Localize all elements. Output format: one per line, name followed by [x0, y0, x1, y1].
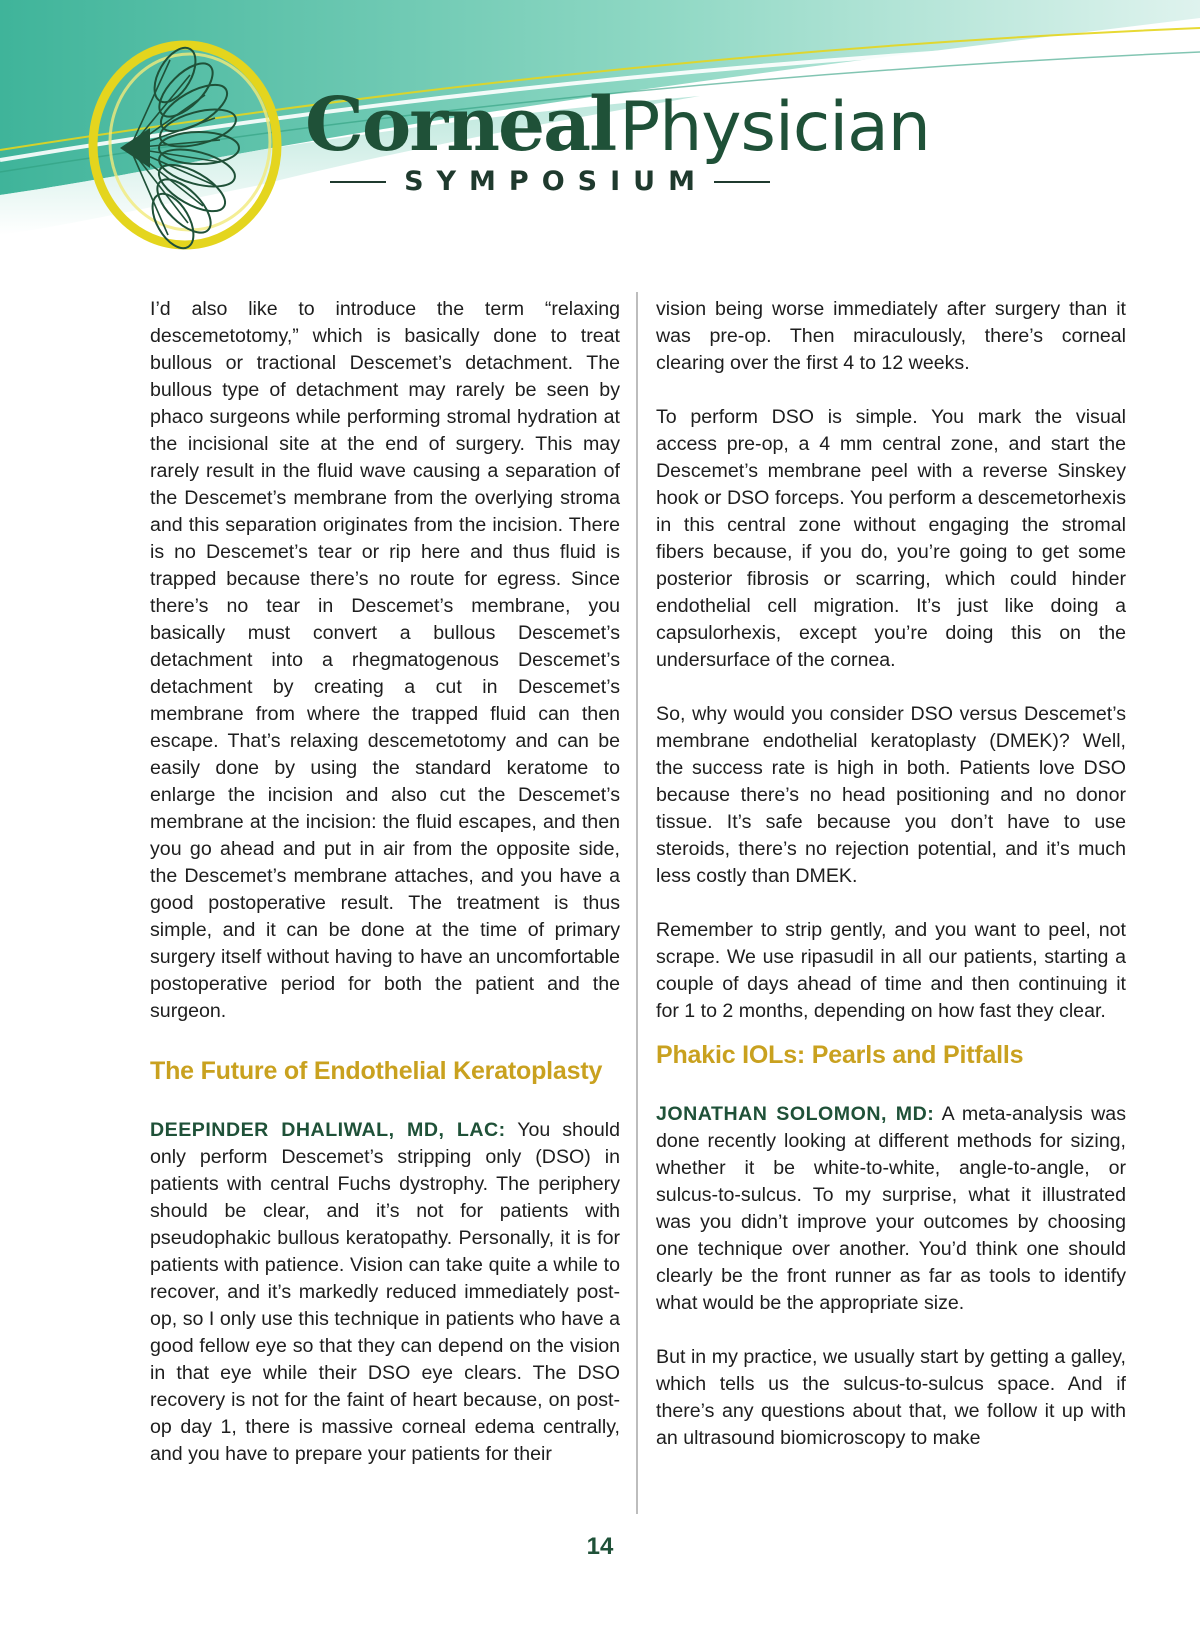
column-divider: [636, 292, 638, 1514]
publication-title: [305, 82, 930, 168]
paragraph: [656, 1101, 1126, 1317]
paragraph: So, why would you consider DSO versus Descemet’s membrane endothelial keratoplasty (DMEK)? Well, the success rate is high in both. Patients love DSO because there’s no head positioning and no donor tissue. It’s safe because you don’t have to use steroids, there’s no rejection potential, and it’s much less costly than DMEK.: [656, 703, 1126, 887]
paragraph: [150, 1117, 620, 1468]
title-corneal: Corneal: [305, 82, 616, 168]
speaker-name: DEEPINDER DHALIWAL, MD, LAC:: [150, 1119, 506, 1141]
paragraph: But in my practice, we usually start by getting a galley, which tells us the sulcus-to-sulcus space. And if there’s any questions about that, we follow it up with an ultrasound biomicroscopy to make: [656, 1346, 1126, 1449]
subtitle-rule-left: [330, 181, 386, 183]
subtitle-row: [330, 166, 770, 197]
left-column: [150, 296, 620, 1468]
right-column: [656, 296, 1126, 1452]
paragraph-text: You should only perform Descemet’s stripping only (DSO) in patients with central Fuchs dystrophy. The periphery should be clear, and it’s not for patients with pseudophakic bullous keratopathy. Personally, it is for patients with patience. Vision can take quite a while to recover, and it’s markedly reduced immediately post-op, so I only use this technique in patients who have a good fellow eye so that they can depend on the vision in that eye while their DSO eye clears. The DSO recovery is not for the faint of heart because, on post-op day 1, there is massive corneal edema centrally, and you have to prepare your patients for their: [150, 1119, 621, 1465]
speaker-name: JONATHAN SOLOMON, MD:: [656, 1103, 935, 1125]
paragraph: Remember to strip gently, and you want to peel, not scrape. We use ripasudil in all our patients, starting a couple of days ahead of time and then continuing it for 1 to 2 months, depending on how fast they clear.: [656, 919, 1126, 1022]
header-banner: [0, 0, 1200, 290]
section-heading-phakic-iols: Phakic IOLs: Pearls and Pitfalls: [656, 1041, 1024, 1069]
paragraph: I’d also like to introduce the term “relaxing descemetotomy,” which is basically done to treat bullous or tractional Descemet’s detachment. The bullous type of detachment may rarely be seen by phaco surgeons while performing stromal hydration at the incisional site at the end of surgery. This may rarely result in the fluid wave causing a separation of the Descemet’s membrane from the overlying stroma and this separation originates from the incision. There is no Descemet’s tear or rip here and thus fluid is trapped because there’s no route for egress. Since there’s no tear in Descemet’s membrane, you basically must convert a bullous Descemet’s detachment into a rhegmatogenous Descemet’s detachment by creating a cut in Descemet’s membrane from where the trapped fluid can then escape. That’s relaxing descemetotomy and can be easily done by using the standard keratome to enlarge the incision and also cut the Descemet’s membrane at the incision: the fluid escapes, and then you go ahead and put in air from the opposite side, the Descemet’s membrane attaches, and you have a good postoperative result. The treatment is thus simple, and it can be done at the time of primary surgery itself without having to have an uncomfortable postoperative period for both the patient and the surgeon.: [150, 298, 620, 1022]
section-heading-endothelial-keratoplasty: The Future of Endothelial Keratoplasty: [150, 1057, 603, 1085]
subtitle-rule-right: [714, 181, 770, 183]
subtitle-symposium: SYMPOSIUM: [404, 166, 708, 197]
paragraph-text: A meta-analysis was done recently looking at different methods for sizing, whether it be white-to-white, angle-to-angle, or sulcus-to-sulcus. To my surprise, what it illustrated was you didn’t improve your outcomes by choosing one technique over another. You’d think one should clearly be the front runner as far as tools to identify what would be the appropriate size.: [656, 1103, 1126, 1314]
title-physician: Physician: [619, 88, 930, 167]
paragraph: vision being worse immediately after surgery than it was pre-op. Then miraculously, there’s corneal clearing over the first 4 to 12 weeks.: [656, 298, 1126, 374]
paragraph: To perform DSO is simple. You mark the visual access pre-op, a 4 mm central zone, and start the Descemet’s membrane peel with a reverse Sinskey hook or DSO forceps. You perform a descemetorhexis in this central zone without engaging the stromal fibers because, if you do, you’re going to get some posterior fibrosis or scarring, which could hinder endothelial cell migration. It’s just like doing a capsulorhexis, except you’re doing this on the undersurface of the cornea.: [656, 406, 1126, 671]
fan-spiral-logo-icon: [0, 20, 300, 270]
page-number: 14: [586, 1533, 614, 1560]
